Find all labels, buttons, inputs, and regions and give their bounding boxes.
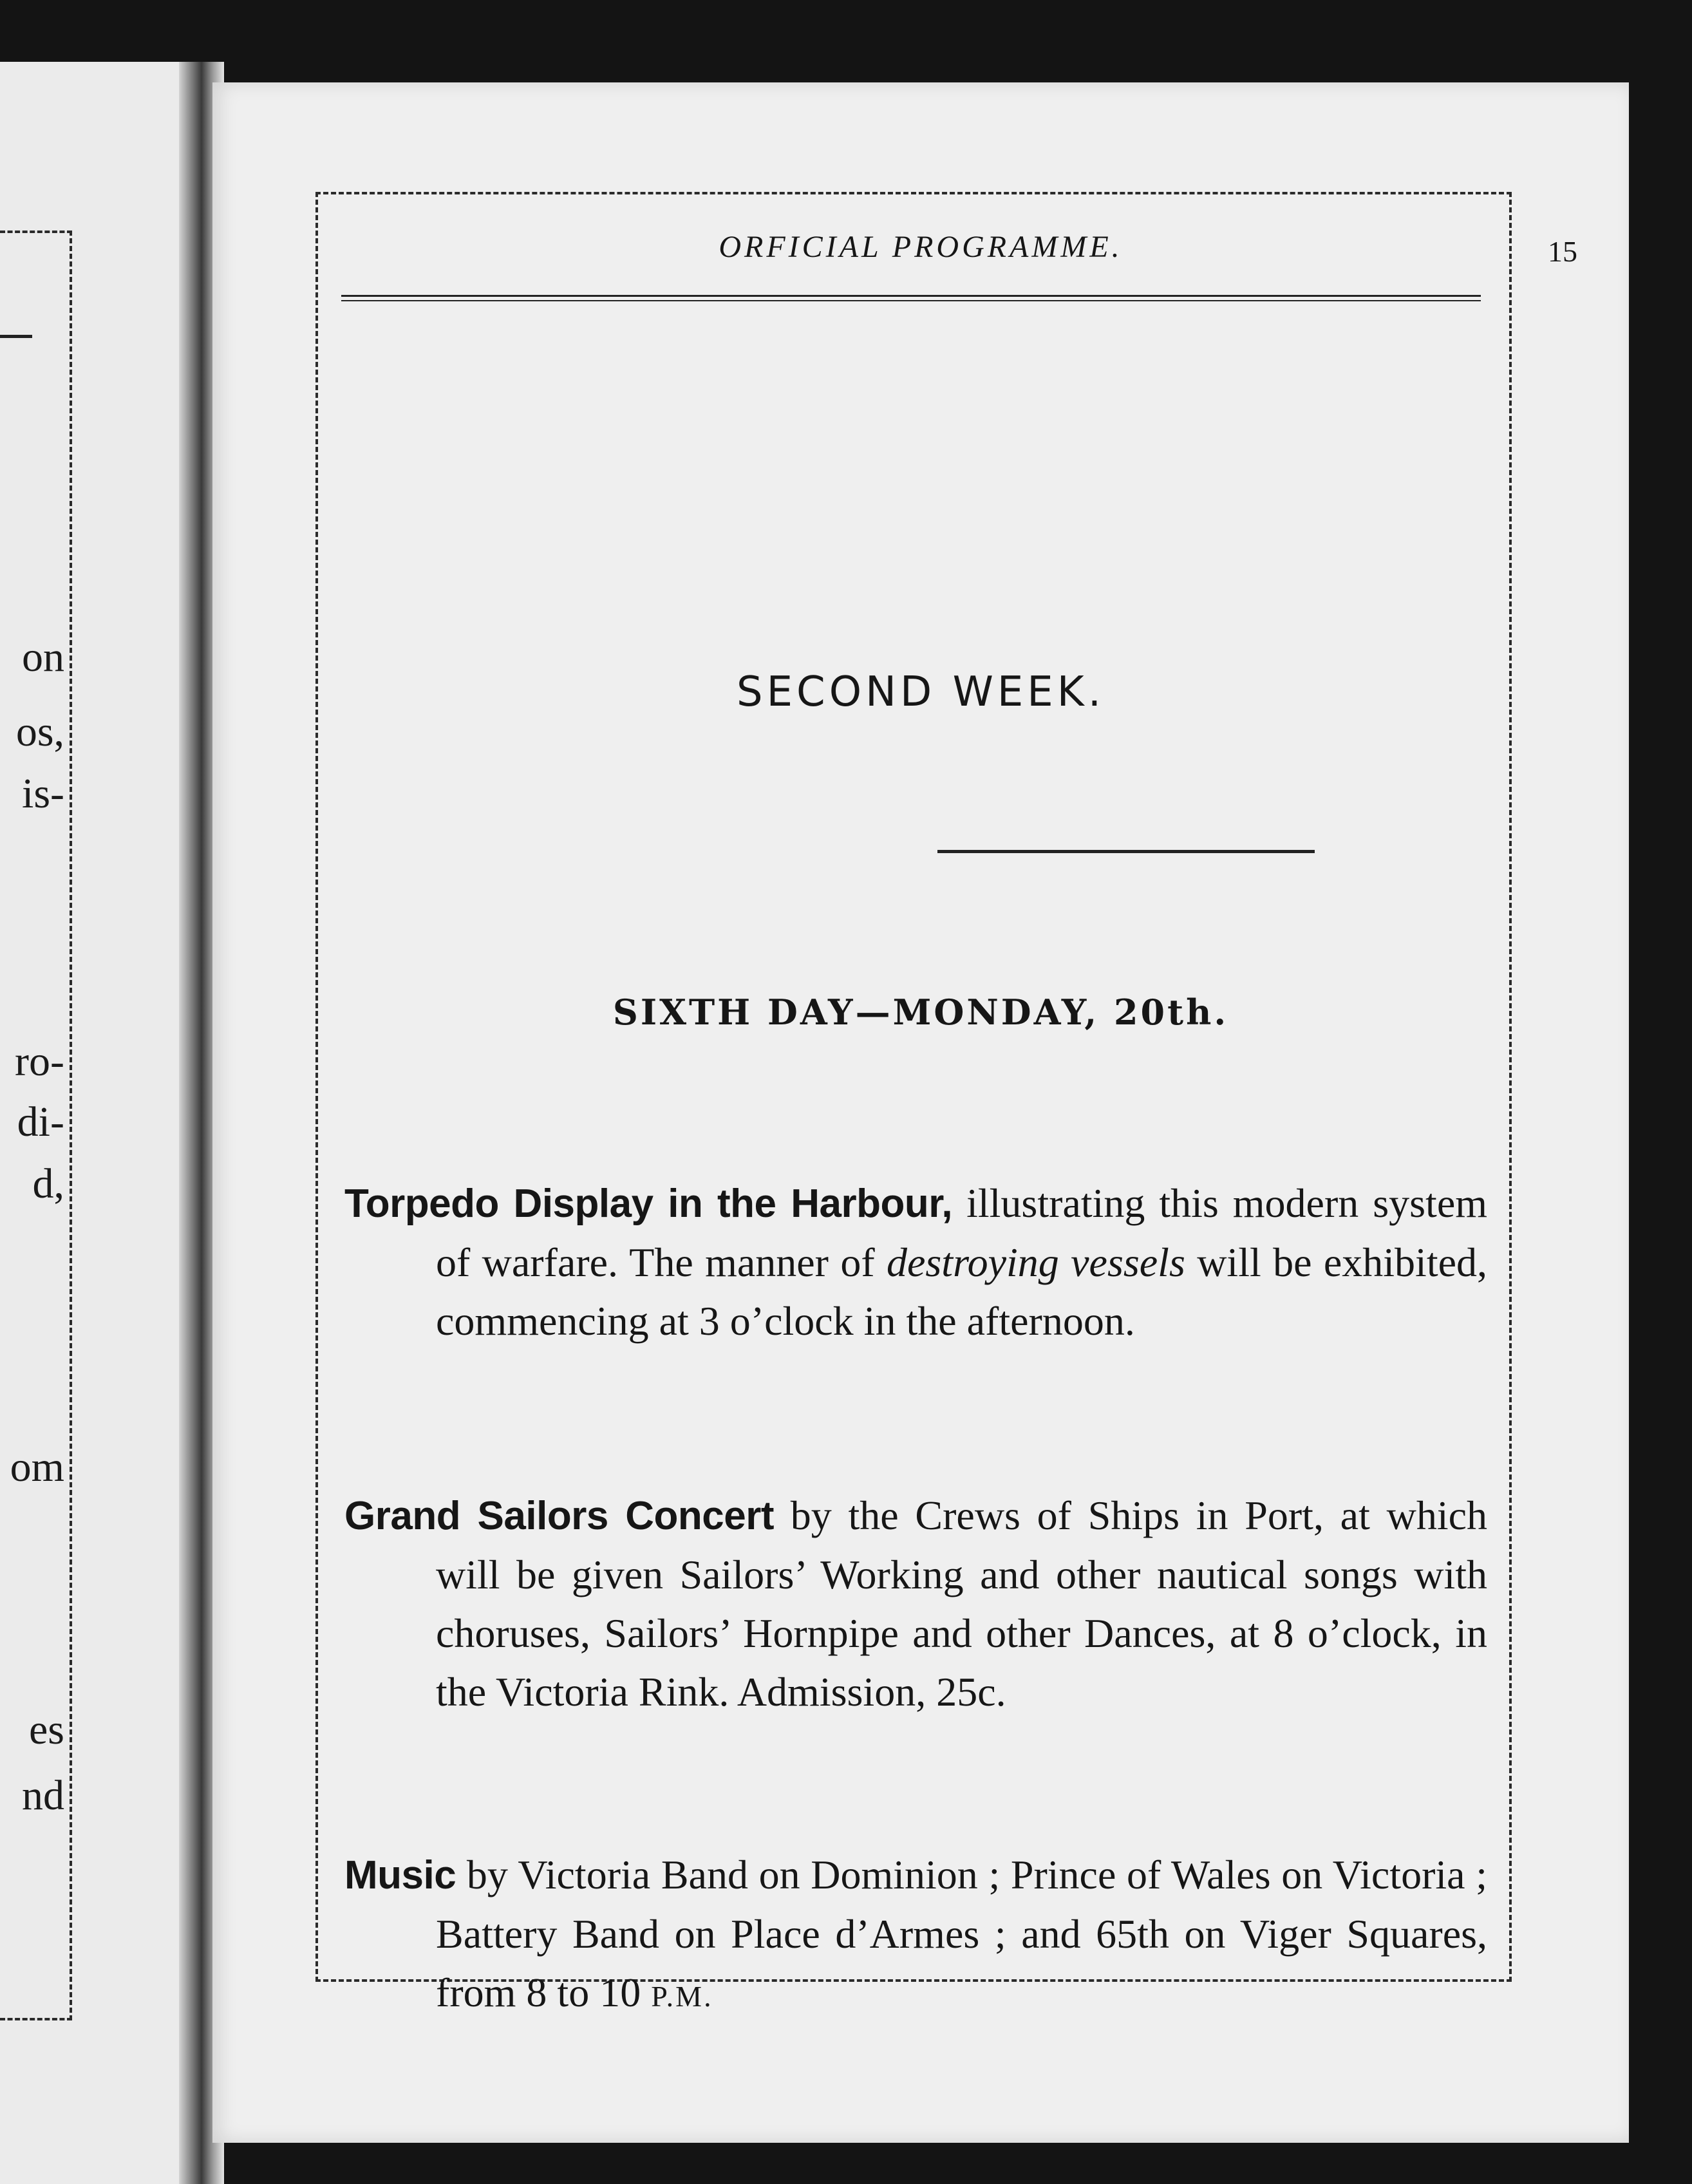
programme-entry-music — [344, 1845, 1487, 2026]
entry-lead: Music — [344, 1853, 456, 1897]
entry-text: by Victoria Band on Dominion ; Prince of Wales on Victoria ; Battery Band on Place d’Armes ; and 65th on Viger Squares, from 8 to 10 — [436, 1852, 1487, 2015]
facing-page-fragment: ro- — [15, 1040, 64, 1083]
day-title: SIXTH DAY—MONDAY, 20th. — [612, 992, 1229, 1033]
entry-lead: Torpedo Display in the Harbour, — [344, 1181, 953, 1226]
facing-page-fragment: on — [22, 636, 64, 679]
facing-page-fragment: d, — [32, 1163, 64, 1205]
entry-text: by the Crews of Ships in Port, at which will be given Sailors’ Working and other nautical songs with choruses, Sailors’ Hornpipe and other Dances, at 8 o’clock, in the Victoria Rink. Admission, 25c. — [436, 1492, 1488, 1715]
entry-text: illustrating this modern system of warfare. The manner of — [436, 1180, 1487, 1285]
entry-italic: destroying vessels — [886, 1239, 1185, 1285]
section-rule — [937, 850, 1315, 853]
facing-page-fragment: nd — [22, 1774, 64, 1817]
programme-page — [212, 82, 1629, 2143]
facing-page-fragment: os, — [15, 711, 64, 753]
entry-text: will be exhibited, commencing at 3 o’clock in the afternoon. — [436, 1239, 1487, 1344]
facing-page-fragment: is- — [22, 773, 64, 815]
time-suffix: P.M. — [651, 1980, 713, 2013]
facing-page-fragment: di- — [17, 1101, 64, 1144]
facing-page-fragment: om — [10, 1446, 64, 1489]
programme-entry-torpedo — [344, 1174, 1487, 1350]
programme-entry-concert — [344, 1486, 1487, 1721]
running-head: ORFICIAL PROGRAMME. — [719, 230, 1123, 264]
week-title: SECOND WEEK. — [736, 668, 1105, 716]
facing-page-rule — [0, 335, 32, 338]
entry-lead: Grand Sailors Concert — [344, 1494, 775, 1538]
facing-page-fragment: es — [29, 1709, 64, 1751]
facing-page — [0, 62, 193, 2184]
page-number: 15 — [1548, 235, 1577, 268]
header-rule — [341, 295, 1481, 301]
